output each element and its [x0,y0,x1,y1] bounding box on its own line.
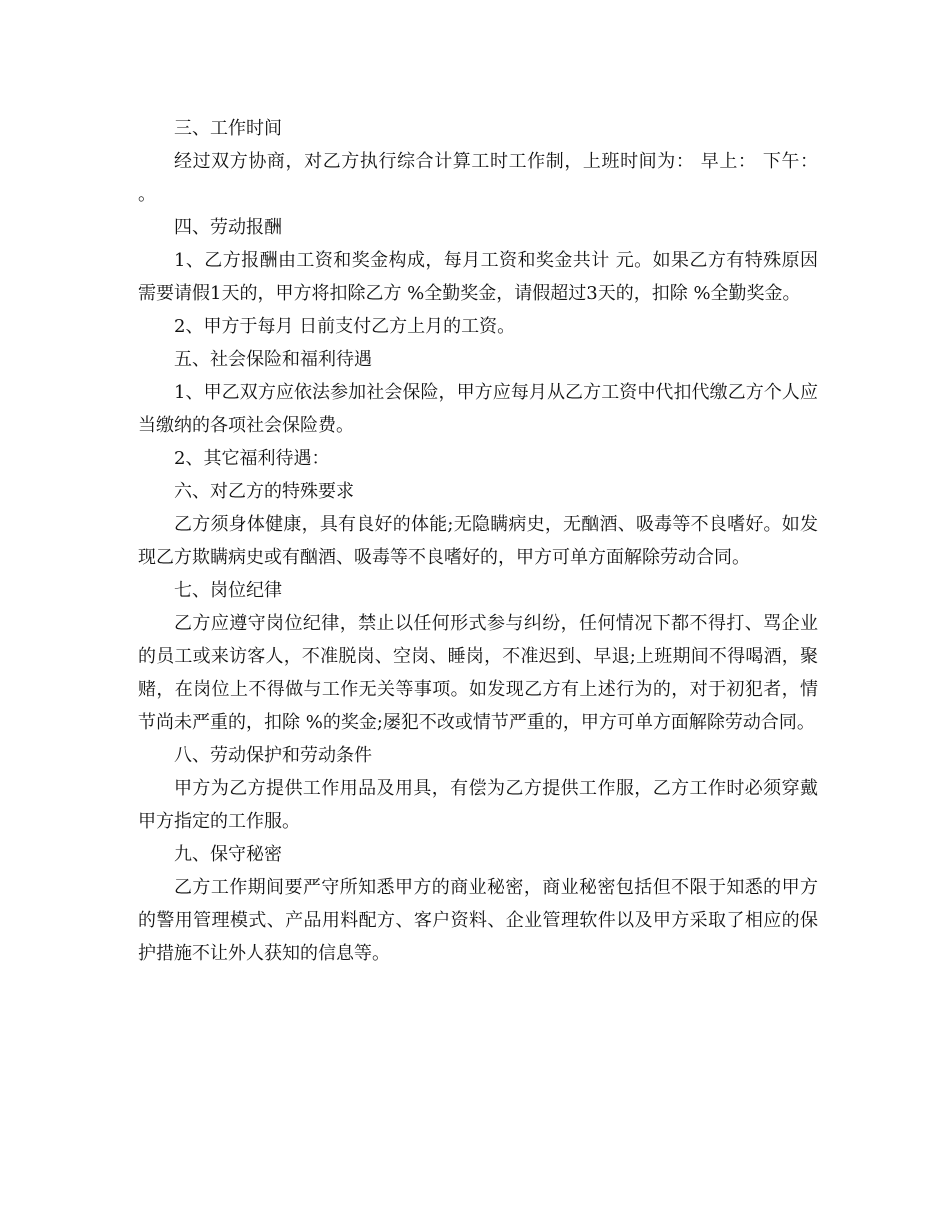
section-heading-confidentiality: 九、保守秘密 [174,844,282,865]
section-heading-social-insurance: 五、社会保险和福利待遇 [174,349,372,370]
section-heading-work-hours: 三、工作时间 [174,118,282,139]
paragraph-remuneration-1: 1、乙方报酬由工资和奖金构成，每月工资和奖金共计 元。如果乙方有特殊原因需要请假1天的，甲方将扣除乙方 %全勤奖金，请假超过3天的，扣除 %全勤奖金。 [138,250,818,304]
document-body [138,112,818,970]
section-heading-discipline: 七、岗位纪律 [174,580,282,601]
paragraph-remuneration-2: 2、甲方于每月 日前支付乙方上月的工资。 [174,316,516,337]
paragraph-confidentiality: 乙方工作期间要严守所知悉甲方的商业秘密，商业秘密包括但不限于知悉的甲方的警用管理模式、产品用料配方、客户资料、企业管理软件以及甲方采取了相应的保护措施不让外人获知的信息等。 [138,877,818,964]
section-heading-labor-protection: 八、劳动保护和劳动条件 [174,745,372,766]
paragraph-discipline: 乙方应遵守岗位纪律，禁止以任何形式参与纠纷，任何情况下都不得打、骂企业的员工或来访客人，不准脱岗、空岗、睡岗，不准迟到、早退;上班期间不得喝酒，聚赌，在岗位上不得做与工作无关等事项。如发现乙方有上述行为的，对于初犯者，情节尚未严重的，扣除 %的奖金;屡犯不改或情节严重的，甲方可单方面解除劳动合同。 [138,613,818,733]
section-heading-remuneration: 四、劳动报酬 [174,217,282,238]
paragraph-work-hours: 经过双方协商，对乙方执行综合计算工时工作制，上班时间为： 早上： 下午： 。 [138,151,818,205]
paragraph-labor-protection: 甲方为乙方提供工作用品及用具，有偿为乙方提供工作服，乙方工作时必须穿戴甲方指定的工作服。 [138,778,818,832]
paragraph-social-insurance-2: 2、其它福利待遇： [174,448,330,469]
paragraph-social-insurance-1: 1、甲乙双方应依法参加社会保险，甲方应每月从乙方工资中代扣代缴乙方个人应当缴纳的各项社会保险费。 [138,382,818,436]
section-heading-special-requirements: 六、对乙方的特殊要求 [174,481,354,502]
paragraph-special-requirements: 乙方须身体健康，具有良好的体能;无隐瞒病史，无酗酒、吸毒等不良嗜好。如发现乙方欺瞒病史或有酗酒、吸毒等不良嗜好的，甲方可单方面解除劳动合同。 [138,514,818,568]
